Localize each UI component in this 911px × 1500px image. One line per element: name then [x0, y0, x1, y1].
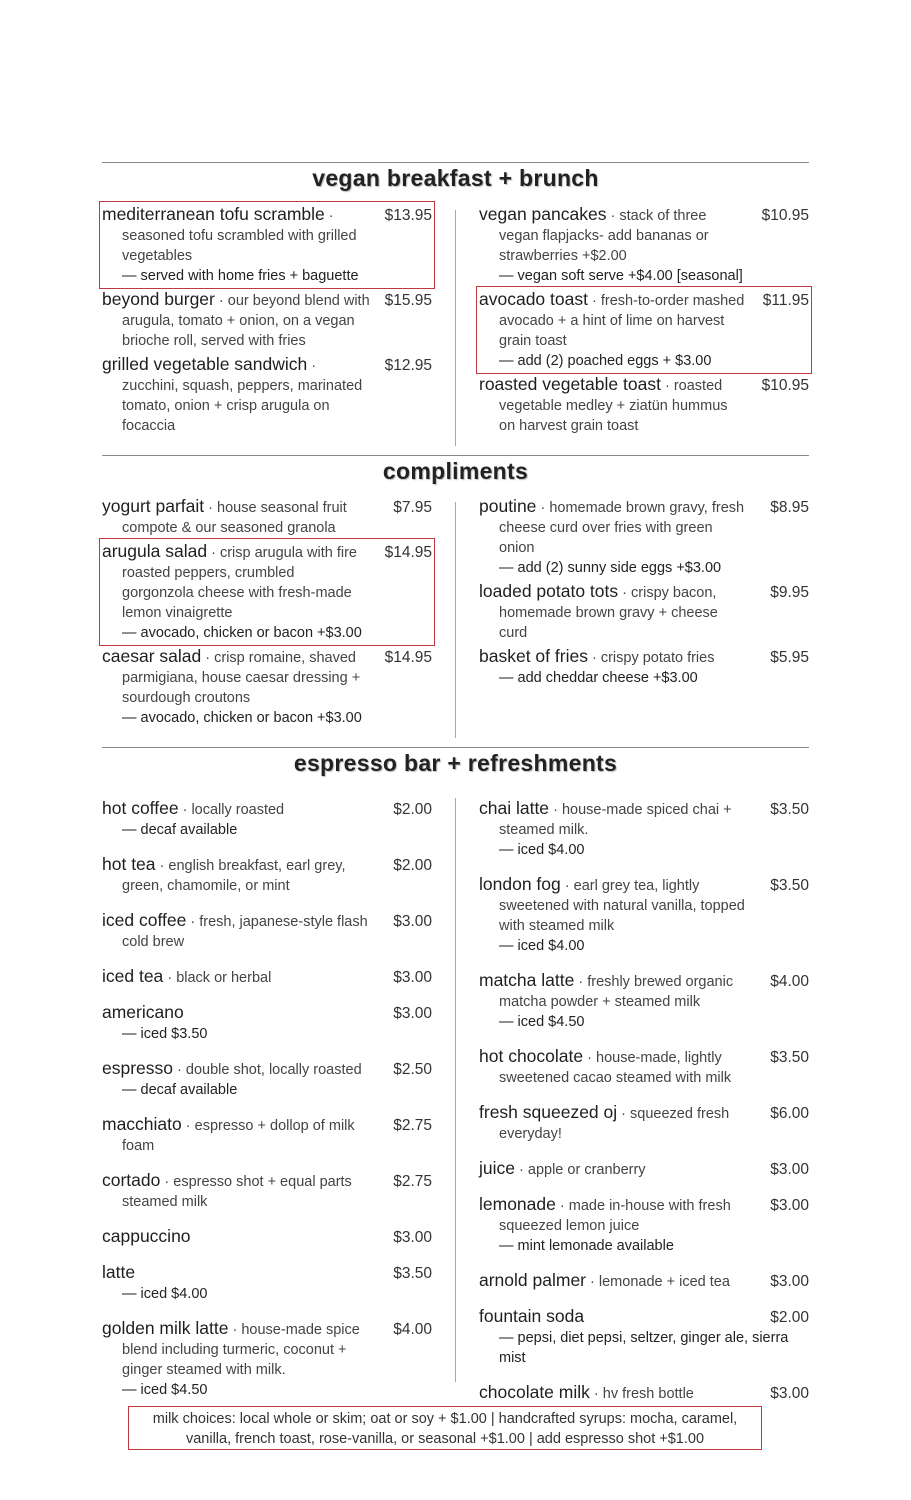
menu-item-price: $10.95 — [761, 377, 809, 394]
menu-item-price: $8.95 — [770, 499, 809, 516]
menu-item-description: english breakfast, earl grey, green, chamomile, or mint — [122, 858, 346, 894]
menu-item-name: latte — [102, 1262, 136, 1282]
menu-item-description: earl grey tea, lightly sweetened with natural vanilla, topped with steamed milk — [499, 878, 745, 934]
menu-item-description: house-made, lightly sweetened cacao steamed with milk — [499, 1050, 732, 1086]
menu-item-head — [479, 581, 809, 643]
menu-column-right — [479, 496, 809, 691]
menu-item-price: $3.50 — [770, 801, 809, 818]
menu-item-addon: — avocado, chicken or bacon +$3.00 — [122, 710, 362, 726]
menu-item — [102, 289, 432, 351]
separator-dot: · — [586, 1274, 599, 1290]
menu-item-name: basket of fries — [479, 646, 588, 666]
menu-item-description: stack of three vegan flapjacks- add bananas or strawberries +$2.00 — [499, 208, 709, 264]
menu-item — [479, 289, 809, 371]
menu-item-description: roasted vegetable medley + ziatün hummus on harvest grain toast — [499, 378, 728, 434]
menu-item — [102, 966, 432, 988]
menu-item-price: $3.00 — [770, 1385, 809, 1402]
menu-item-addon: — iced $4.00 — [499, 842, 585, 858]
menu-item-price: $3.50 — [393, 1265, 432, 1282]
separator-dot: · — [583, 1050, 596, 1066]
column-divider — [455, 210, 456, 446]
menu-item-head — [479, 1306, 809, 1328]
menu-item-description: crispy bacon, homemade brown gravy + cheese curd — [499, 585, 718, 641]
separator-dot: · — [555, 1198, 569, 1214]
menu-item — [479, 798, 809, 860]
separator-dot: · — [618, 585, 632, 601]
menu-item-name: beyond burger — [102, 289, 215, 309]
separator-dot: · — [160, 1174, 174, 1190]
separator-dot: · — [606, 208, 620, 224]
separator-dot: · — [587, 650, 601, 666]
menu-item — [102, 798, 432, 840]
menu-item-description: double shot, locally roasted — [185, 1062, 362, 1078]
menu-item-head — [479, 374, 809, 436]
menu-item-head — [479, 874, 809, 936]
menu-item-description: black or herbal — [176, 970, 272, 986]
menu-item-price: $14.95 — [384, 649, 432, 666]
menu-item-name: hot coffee — [102, 798, 179, 818]
separator-dot: · — [589, 1386, 603, 1402]
menu-item-head — [102, 204, 432, 266]
menu-item-price: $15.95 — [384, 292, 432, 309]
menu-column-left — [102, 204, 432, 439]
menu-item-description: fresh-to-order mashed avocado + a hint of lime on harvest grain toast — [499, 293, 745, 349]
menu-item-name: cappuccino — [102, 1226, 191, 1246]
menu-item — [479, 1102, 809, 1144]
menu-item — [102, 1318, 432, 1400]
menu-item — [479, 1194, 809, 1256]
menu-item-head — [479, 1046, 809, 1088]
menu-item-description: crispy potato fries — [600, 650, 715, 666]
menu-item — [102, 1058, 432, 1100]
menu-item-description: espresso shot + equal parts steamed milk — [122, 1174, 352, 1210]
separator-dot: · — [186, 914, 200, 930]
menu-item-price: $7.95 — [393, 499, 432, 516]
menu-item-description: made in-house with fresh squeezed lemon juice — [499, 1198, 731, 1234]
menu-item-name: vegan pancakes — [479, 204, 607, 224]
separator-dot: · — [515, 1162, 528, 1178]
menu-item-price: $2.50 — [393, 1061, 432, 1078]
menu-item-name: lemonade — [479, 1194, 556, 1214]
menu-item — [102, 1002, 432, 1044]
menu-item-description: lemonade + iced tea — [598, 1274, 730, 1290]
menu-item — [102, 541, 432, 643]
menu-item-addon: — add (2) poached eggs + $3.00 — [499, 353, 712, 369]
menu-item-head — [102, 1114, 432, 1156]
separator-dot: · — [660, 378, 674, 394]
menu-item-head — [102, 798, 432, 820]
menu-item-name: chocolate milk — [479, 1382, 590, 1402]
menu-item-head — [479, 970, 809, 1012]
menu-item-name: loaded potato tots — [479, 581, 619, 601]
menu-item — [479, 1158, 809, 1180]
menu-item-head — [102, 646, 432, 708]
menu-item — [102, 854, 432, 896]
menu-item-head — [102, 289, 432, 351]
menu-item-price: $14.95 — [384, 544, 432, 561]
menu-item-head — [102, 541, 432, 623]
column-divider — [455, 502, 456, 738]
menu-item-head — [479, 1270, 809, 1292]
separator-dot: · — [587, 293, 601, 309]
separator-dot: · — [560, 878, 574, 894]
menu-item — [102, 354, 432, 436]
menu-item-head — [479, 798, 809, 840]
menu-item-name: caesar salad — [102, 646, 202, 666]
menu-item-name: roasted vegetable toast — [479, 374, 661, 394]
section-divider — [102, 455, 809, 456]
menu-item — [102, 204, 432, 286]
menu-item — [102, 496, 432, 538]
menu-item-head — [479, 1102, 809, 1144]
menu-column-right — [479, 798, 809, 1418]
menu-item-description: house seasonal fruit compote & our seasoned granola — [122, 500, 347, 536]
menu-item — [479, 204, 809, 286]
menu-item — [479, 581, 809, 643]
menu-item-head — [102, 1170, 432, 1212]
menu-item-addon: — served with home fries + baguette — [122, 268, 359, 284]
menu-item — [479, 1306, 809, 1368]
menu-item-description: hv fresh bottle — [602, 1386, 694, 1402]
menu-item-price: $3.50 — [770, 1049, 809, 1066]
menu-column-right — [479, 204, 809, 439]
menu-item-name: arnold palmer — [479, 1270, 586, 1290]
separator-dot: · — [181, 1118, 195, 1134]
menu-column-left — [102, 496, 432, 731]
section-title: compliments — [382, 458, 529, 484]
menu-item-head — [102, 910, 432, 952]
menu-item-price: $2.00 — [770, 1309, 809, 1326]
separator-dot: · — [324, 208, 334, 224]
menu-item — [479, 374, 809, 436]
menu-item-name: cortado — [102, 1170, 161, 1190]
column-divider — [455, 798, 456, 1382]
menu-item-description: locally roasted — [191, 802, 285, 818]
menu-item-description: espresso + dollop of milk foam — [122, 1118, 355, 1154]
menu-item-head — [102, 1318, 432, 1380]
menu-item-name: golden milk latte — [102, 1318, 229, 1338]
menu-item-name: iced tea — [102, 966, 164, 986]
separator-dot: · — [228, 1322, 242, 1338]
menu-item-name: hot tea — [102, 854, 156, 874]
menu-item-addon: — decaf available — [122, 1082, 238, 1098]
menu-item — [479, 496, 809, 578]
menu-item-head — [479, 646, 809, 668]
section-title: espresso bar + refreshments — [293, 750, 618, 776]
menu-item-addon: — pepsi, diet pepsi, seltzer, ginger ale, sierra mist — [499, 1330, 789, 1366]
menu-item — [479, 1270, 809, 1292]
menu-item-name: fresh squeezed oj — [479, 1102, 618, 1122]
separator-dot: · — [201, 650, 215, 666]
menu-item-price: $3.00 — [393, 1229, 432, 1246]
menu-item-price: $12.95 — [384, 357, 432, 374]
menu-item-name: espresso — [102, 1058, 174, 1078]
menu-item-addon: — iced $4.00 — [499, 938, 585, 954]
menu-item-addon: — iced $4.50 — [499, 1014, 585, 1030]
menu-item-addon: — add cheddar cheese +$3.00 — [499, 670, 698, 686]
menu-item-addon: — mint lemonade available — [499, 1238, 674, 1254]
menu-item-price: $5.95 — [770, 649, 809, 666]
menu-item-description: homemade brown gravy, fresh cheese curd over fries with green onion — [499, 500, 745, 556]
menu-item-name: arugula salad — [102, 541, 208, 561]
menu-item-price: $4.00 — [393, 1321, 432, 1338]
menu-item-head — [479, 289, 809, 351]
separator-dot: · — [536, 500, 550, 516]
menu-item-addon: — iced $4.50 — [122, 1382, 208, 1398]
separator-dot: · — [163, 970, 177, 986]
menu-item-addon: — avocado, chicken or bacon +$3.00 — [122, 625, 362, 641]
menu-item-name: poutine — [479, 496, 537, 516]
menu-item-name: matcha latte — [479, 970, 575, 990]
menu-item-name: macchiato — [102, 1114, 182, 1134]
menu-item — [102, 1262, 432, 1304]
menu-item-description: seasoned tofu scrambled with grilled vegetables — [122, 228, 357, 264]
menu-item-head — [479, 1382, 809, 1404]
section-title: vegan breakfast + brunch — [312, 165, 599, 191]
separator-dot: · — [204, 500, 218, 516]
menu-item — [479, 646, 809, 688]
menu-item-head — [102, 1226, 432, 1248]
menu-item-addon: — iced $3.50 — [122, 1026, 208, 1042]
menu-item-name: london fog — [479, 874, 561, 894]
separator-dot: · — [155, 858, 169, 874]
menu-item-price: $13.95 — [384, 207, 432, 224]
menu-item — [479, 1382, 809, 1404]
menu-item-description: our beyond blend with arugula, tomato + onion, on a vegan brioche roll, served with fries — [122, 293, 370, 349]
menu-item — [102, 1170, 432, 1212]
menu-item-name: chai latte — [479, 798, 550, 818]
menu-item-name: iced coffee — [102, 910, 187, 930]
menu-item-description: fresh, japanese-style flash cold brew — [122, 914, 368, 950]
menu-item-price: $3.00 — [393, 913, 432, 930]
menu-item-head — [102, 1262, 432, 1284]
menu-item-description: zucchini, squash, peppers, marinated tomato, onion + crisp arugula on focaccia — [122, 378, 363, 434]
menu-item-head — [479, 496, 809, 558]
menu-item-addon: — vegan soft serve +$4.00 [seasonal] — [499, 268, 743, 284]
menu-item-description: house-made spiced chai + steamed milk. — [499, 802, 732, 838]
menu-item — [479, 970, 809, 1032]
menu-item-description: house-made spice blend including turmeric, coconut + ginger steamed with milk. — [122, 1322, 360, 1378]
menu-item-price: $3.00 — [393, 1005, 432, 1022]
menu-item-price: $2.00 — [393, 857, 432, 874]
menu-item-description: apple or cranberry — [527, 1162, 646, 1178]
section-divider — [102, 162, 809, 163]
menu-item-price: $11.95 — [762, 292, 809, 309]
menu-item-head — [102, 496, 432, 538]
menu-item-head — [102, 1002, 432, 1024]
separator-dot: · — [178, 802, 192, 818]
menu-item-name: juice — [479, 1158, 515, 1178]
menu-item-head — [102, 354, 432, 436]
menu-item-name: grilled vegetable sandwich — [102, 354, 308, 374]
menu-item-price: $2.75 — [393, 1173, 432, 1190]
menu-item-addon: — decaf available — [122, 822, 238, 838]
menu-item-description: crisp romaine, shaved parmigiana, house caesar dressing + sourdough croutons — [122, 650, 361, 706]
menu-item — [102, 910, 432, 952]
menu-item-price: $10.95 — [761, 207, 809, 224]
menu-item-price: $3.00 — [393, 969, 432, 986]
menu-item-name: yogurt parfait — [102, 496, 205, 516]
menu-item-price: $4.00 — [770, 973, 809, 990]
menu-item — [102, 646, 432, 728]
menu-item-price: $3.00 — [770, 1161, 809, 1178]
menu-item-name: americano — [102, 1002, 184, 1022]
separator-dot: · — [574, 974, 588, 990]
menu-item-price: $2.75 — [393, 1117, 432, 1134]
menu-item-description: squeezed fresh everyday! — [499, 1106, 730, 1142]
section-divider — [102, 747, 809, 748]
menu-item — [479, 874, 809, 956]
menu-item-price: $3.00 — [770, 1273, 809, 1290]
separator-dot: · — [617, 1106, 631, 1122]
separator-dot: · — [173, 1062, 186, 1078]
menu-item — [479, 1046, 809, 1088]
menu-column-left — [102, 798, 432, 1414]
menu-item-head — [102, 854, 432, 896]
menu-item-addon: — iced $4.00 — [122, 1286, 208, 1302]
menu-item — [102, 1114, 432, 1156]
menu-item-price: $6.00 — [770, 1105, 809, 1122]
menu-item-head — [479, 1194, 809, 1236]
menu-item-price: $3.50 — [770, 877, 809, 894]
menu-item — [102, 1226, 432, 1248]
menu-item-head — [479, 1158, 809, 1180]
menu-item-price: $9.95 — [770, 584, 809, 601]
menu-item-description: crisp arugula with fire roasted peppers, crumbled gorgonzola cheese with fresh-made lemon vinaigrette — [122, 545, 357, 621]
separator-dot: · — [207, 545, 220, 561]
menu-item-description: freshly brewed organic matcha powder + steamed milk — [499, 974, 734, 1010]
menu-item-addon: — add (2) sunny side eggs +$3.00 — [499, 560, 722, 576]
menu-item-price: $2.00 — [393, 801, 432, 818]
separator-dot: · — [214, 293, 228, 309]
separator-dot: · — [307, 358, 317, 374]
menu-item-price: $3.00 — [770, 1197, 809, 1214]
menu-item-name: hot chocolate — [479, 1046, 584, 1066]
separator-dot: · — [549, 802, 562, 818]
menu-item-name: mediterranean tofu scramble — [102, 204, 325, 224]
menu-item-head — [479, 204, 809, 266]
menu-item-head — [102, 966, 432, 988]
menu-item-name: fountain soda — [479, 1306, 585, 1326]
menu-item-name: avocado toast — [479, 289, 588, 309]
menu-item-head — [102, 1058, 432, 1080]
footer-note: milk choices: local whole or skim; oat or soy + $1.00 | handcrafted syrups: mocha, caramel, vanilla, french toast, rose-vanilla, or seasonal +$1.00 | add espresso shot +$1.00 — [128, 1406, 762, 1450]
